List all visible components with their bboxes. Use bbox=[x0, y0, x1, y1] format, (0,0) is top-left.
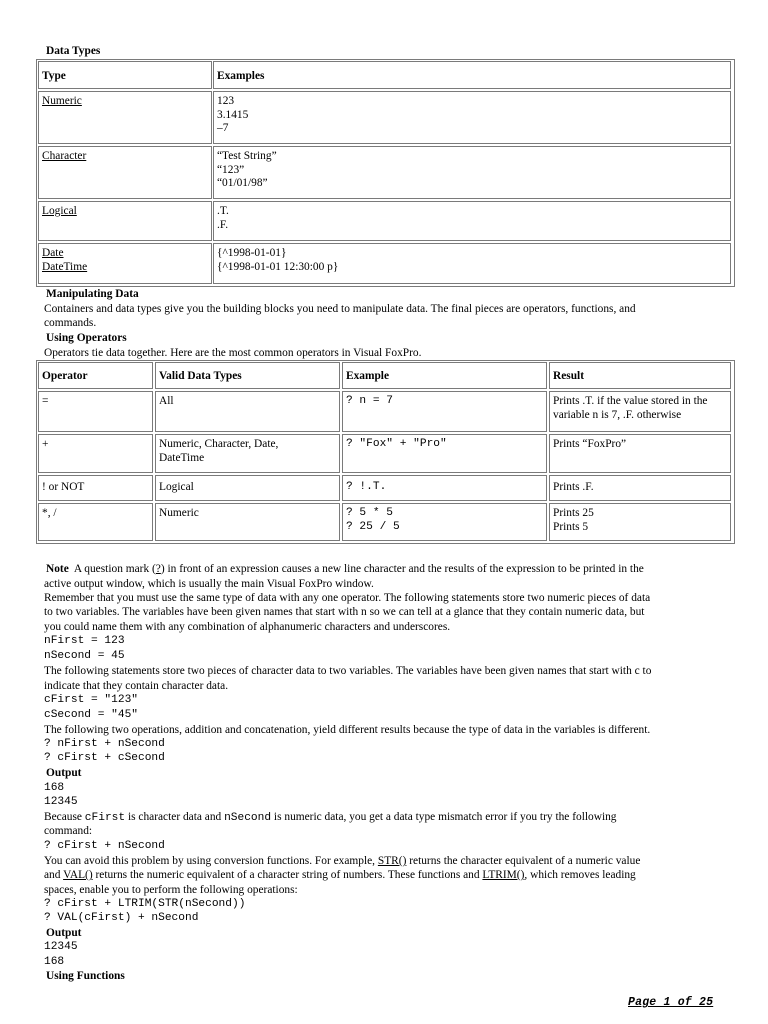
paragraph-line: The following two operations, addition and concatenation, yield different results because the type of data in the variables is different. bbox=[44, 724, 651, 736]
link-str[interactable]: STR() bbox=[377, 855, 407, 867]
paragraph-line: to two variables. The variables have been given names that start with n so we can tell at a glance that they contain numeric data, but bbox=[44, 606, 645, 618]
code-line: ? VAL(cFirst) + nSecond bbox=[44, 912, 199, 924]
paragraph-line: you could name them with any combination of alphanumeric characters and underscores. bbox=[44, 621, 451, 633]
functions-heading: Using Functions bbox=[46, 970, 125, 982]
table-row-type-cell bbox=[38, 243, 212, 284]
paragraph-line: commands. bbox=[44, 317, 97, 329]
table-row-type-cell bbox=[38, 91, 212, 144]
manipulating-heading: Manipulating Data bbox=[46, 288, 139, 300]
paragraph-line: spaces, enable you to perform the following operations: bbox=[44, 884, 298, 896]
note-line: Note A question mark (?) in front of an expression causes a new line character and the results of the expression to be printed in the bbox=[46, 563, 644, 575]
data-types-table bbox=[36, 59, 735, 287]
operators-heading: Using Operators bbox=[46, 332, 127, 344]
output-line: 12345 bbox=[44, 796, 78, 808]
paragraph-line: and VAL() returns the numeric equivalent of a character string of numbers. These functions and LTRIM(), which removes leading bbox=[44, 869, 636, 881]
paragraph-line: active output window, which is usually the main Visual FoxPro window. bbox=[44, 578, 374, 590]
paragraph-line: Remember that you must use the same type of data with any one operator. The following statements store two numeric pieces of data bbox=[44, 592, 651, 604]
table-row-examples-cell: .T. .F. bbox=[213, 201, 731, 241]
table-header-type: Type bbox=[38, 61, 212, 89]
link-ltrim[interactable]: LTRIM() bbox=[482, 869, 525, 881]
table-row-types-cell: Numeric, Character, Date, DateTime bbox=[155, 434, 340, 473]
table-row-result-cell: Prints “FoxPro” bbox=[549, 434, 731, 473]
section-title: Data Types bbox=[46, 45, 101, 57]
table-row-example-cell: ? n = 7 bbox=[342, 391, 547, 432]
table-row-result-cell: Prints 25 Prints 5 bbox=[549, 503, 731, 541]
table-header-valid-types: Valid Data Types bbox=[155, 362, 340, 389]
table-row-operator-cell: + bbox=[38, 434, 153, 473]
table-header-operator: Operator bbox=[38, 362, 153, 389]
paragraph-line: The following statements store two pieces of character data to two variables. The variables have been given names that start with c to bbox=[44, 665, 652, 677]
table-row-types-cell: Numeric bbox=[155, 503, 340, 541]
table-row-result-cell: Prints .F. bbox=[549, 475, 731, 501]
output-label: Output bbox=[46, 927, 82, 939]
output-label: Output bbox=[46, 767, 82, 779]
paragraph-line: Operators tie data together. Here are the most common operators in Visual FoxPro. bbox=[44, 347, 422, 359]
code-line: nFirst = 123 bbox=[44, 635, 125, 647]
paragraph-line: Because cFirst is character data and nSecond is numeric data, you get a data type mismatch error if you try the following bbox=[44, 811, 617, 824]
table-row-types-cell: Logical bbox=[155, 475, 340, 501]
link-datetime[interactable]: DateTime bbox=[42, 260, 88, 273]
table-row-type-cell bbox=[38, 146, 212, 199]
paragraph-line: command: bbox=[44, 825, 93, 837]
table-row-operator-cell: *, / bbox=[38, 503, 153, 541]
link-date[interactable]: Date bbox=[42, 247, 64, 259]
output-line: 168 bbox=[44, 782, 65, 794]
page-number: Page 1 of 25 bbox=[628, 996, 714, 1009]
paragraph-line: You can avoid this problem by using conversion functions. For example, STR() returns the character equivalent of a numeric value bbox=[44, 855, 641, 867]
paragraph-line: Containers and data types give you the building blocks you need to manipulate data. The final pieces are operators, functions, and bbox=[44, 303, 636, 315]
table-row-result-cell: Prints .T. if the value stored in the variable n is 7, .F. otherwise bbox=[549, 391, 731, 432]
operators-table bbox=[36, 360, 735, 544]
table-row-types-cell: All bbox=[155, 391, 340, 432]
table-row-example-cell: ? "Fox" + "Pro" bbox=[342, 434, 547, 473]
output-line: 12345 bbox=[44, 941, 78, 953]
table-header-examples: Examples bbox=[213, 61, 731, 89]
table-row-type-cell bbox=[38, 201, 212, 241]
link-val[interactable]: VAL() bbox=[63, 869, 93, 881]
code-line: cFirst = "123" bbox=[44, 694, 138, 706]
table-header-result: Result bbox=[549, 362, 731, 389]
link-question-mark[interactable]: ? bbox=[155, 563, 161, 575]
table-row-example-cell: ? 5 * 5 ? 25 / 5 bbox=[342, 503, 547, 541]
code-line: ? cFirst + LTRIM(STR(nSecond)) bbox=[44, 898, 246, 910]
link-logical[interactable]: Logical bbox=[42, 205, 77, 217]
table-row-examples-cell: 123 3.1415 –7 bbox=[213, 91, 731, 144]
table-row-example-cell: ? !.T. bbox=[342, 475, 547, 501]
code-line: ? cFirst + cSecond bbox=[44, 752, 165, 764]
table-header-example: Example bbox=[342, 362, 547, 389]
link-character[interactable]: Character bbox=[42, 150, 87, 162]
code-line: cSecond = "45" bbox=[44, 709, 138, 721]
link-numeric[interactable]: Numeric bbox=[42, 95, 82, 107]
paragraph-line: indicate that they contain character data. bbox=[44, 680, 229, 692]
output-line: 168 bbox=[44, 956, 65, 968]
table-row-examples-cell: {^1998-01-01} {^1998-01-01 12:30:00 p} bbox=[213, 243, 731, 284]
code-line: ? nFirst + nSecond bbox=[44, 738, 165, 750]
table-row-operator-cell: = bbox=[38, 391, 153, 432]
table-row-operator-cell: ! or NOT bbox=[38, 475, 153, 501]
code-line: nSecond = 45 bbox=[44, 650, 125, 662]
code-line: ? cFirst + nSecond bbox=[44, 840, 165, 852]
note-label: Note bbox=[46, 563, 69, 575]
table-row-examples-cell: “Test String” “123” “01/01/98” bbox=[213, 146, 731, 199]
